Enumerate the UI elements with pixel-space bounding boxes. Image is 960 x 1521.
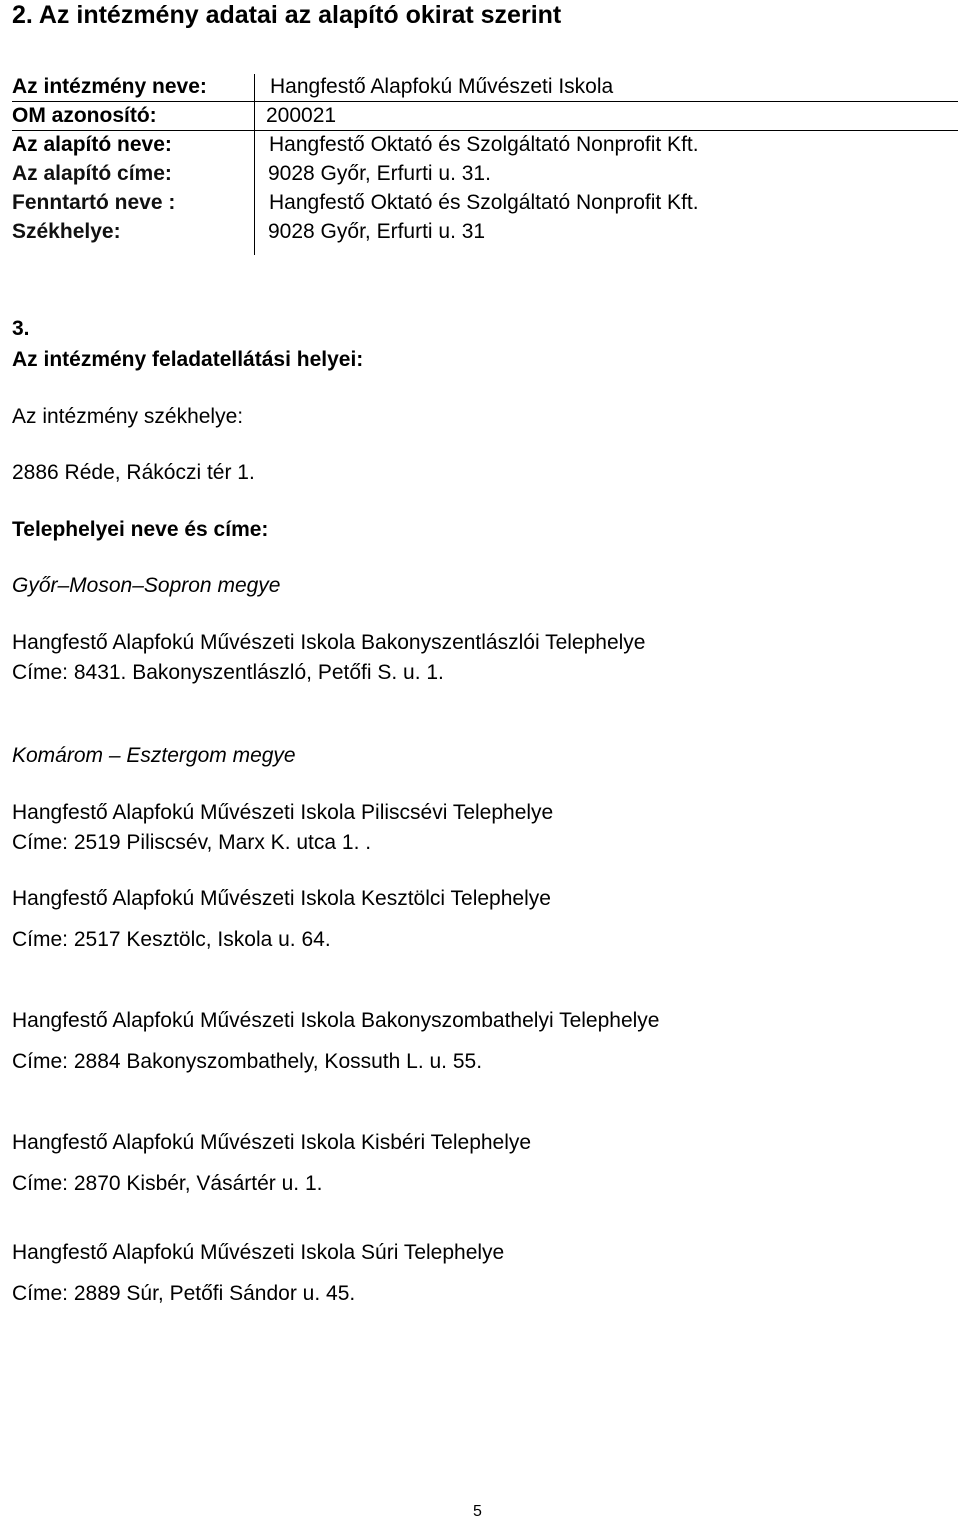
- row-value: Hangfestő Oktató és Szolgáltató Nonprofit Kft.: [269, 191, 699, 214]
- row-label: Székhelye:: [12, 220, 121, 243]
- row-value: 9028 Győr, Erfurti u. 31.: [268, 162, 491, 185]
- site-kesztolc-address: Címe: 2517 Kesztölc, Iskola u. 64.: [12, 928, 331, 951]
- row-label: Az alapító neve:: [12, 133, 172, 156]
- table-row: [12, 217, 958, 246]
- section-3-heading: Az intézmény feladatellátási helyei:: [12, 348, 364, 371]
- table-row: [12, 130, 958, 159]
- row-value: Hangfestő Oktató és Szolgáltató Nonprofit Kft.: [269, 133, 699, 156]
- row-label: Az intézmény neve:: [12, 75, 207, 98]
- seat-address: 2886 Réde, Rákóczi tér 1.: [12, 461, 255, 484]
- row-value: Hangfestő Alapfokú Művészeti Iskola: [270, 75, 614, 98]
- site-bakonyszentlaszlo-name: Hangfestő Alapfokú Művészeti Iskola Bakonyszentlászlói Telephelye: [12, 631, 646, 654]
- table-row: [12, 159, 958, 188]
- site-bakonyszombathely-name: Hangfestő Alapfokú Művészeti Iskola Bakonyszombathelyi Telephelye: [12, 1009, 660, 1032]
- site-piliscsev-name: Hangfestő Alapfokú Művészeti Iskola Piliscsévi Telephelye: [12, 801, 554, 824]
- site-sur-address: Címe: 2889 Súr, Petőfi Sándor u. 45.: [12, 1282, 356, 1305]
- row-label: OM azonosító:: [12, 104, 157, 127]
- county-komarom-esztergom: Komárom – Esztergom megye: [12, 744, 296, 767]
- county-gyor-moson-sopron: Győr–Moson–Sopron megye: [12, 574, 281, 597]
- row-label: Fenntartó neve :: [12, 191, 176, 214]
- site-kisber-name: Hangfestő Alapfokú Művészeti Iskola Kisbéri Telephelye: [12, 1131, 532, 1154]
- institution-data-table: [12, 72, 958, 246]
- sites-heading: Telephelyei neve és címe:: [12, 518, 269, 541]
- table-row: [12, 72, 958, 101]
- row-value: 9028 Győr, Erfurti u. 31: [268, 220, 486, 243]
- section-2-heading: 2. Az intézmény adatai az alapító okirat szerint: [12, 1, 562, 29]
- site-bakonyszentlaszlo-address: Címe: 8431. Bakonyszentlászló, Petőfi S. u. 1.: [12, 661, 444, 684]
- row-label: Az alapító címe:: [12, 162, 172, 185]
- table-row: [12, 188, 958, 217]
- site-sur-name: Hangfestő Alapfokú Művészeti Iskola Súri Telephelye: [12, 1241, 505, 1264]
- page-number: 5: [473, 1503, 482, 1520]
- section-3-number: 3.: [12, 317, 30, 340]
- site-piliscsev-address: Címe: 2519 Piliscsév, Marx K. utca 1. .: [12, 831, 372, 854]
- row-value: 200021: [266, 104, 337, 127]
- table-row: [12, 101, 958, 130]
- site-bakonyszombathely-address: Címe: 2884 Bakonyszombathely, Kossuth L. u. 55.: [12, 1050, 483, 1073]
- site-kisber-address: Címe: 2870 Kisbér, Vásártér u. 1.: [12, 1172, 323, 1195]
- site-kesztolc-name: Hangfestő Alapfokú Művészeti Iskola Kesztölci Telephelye: [12, 887, 551, 910]
- seat-label: Az intézmény székhelye:: [12, 405, 244, 428]
